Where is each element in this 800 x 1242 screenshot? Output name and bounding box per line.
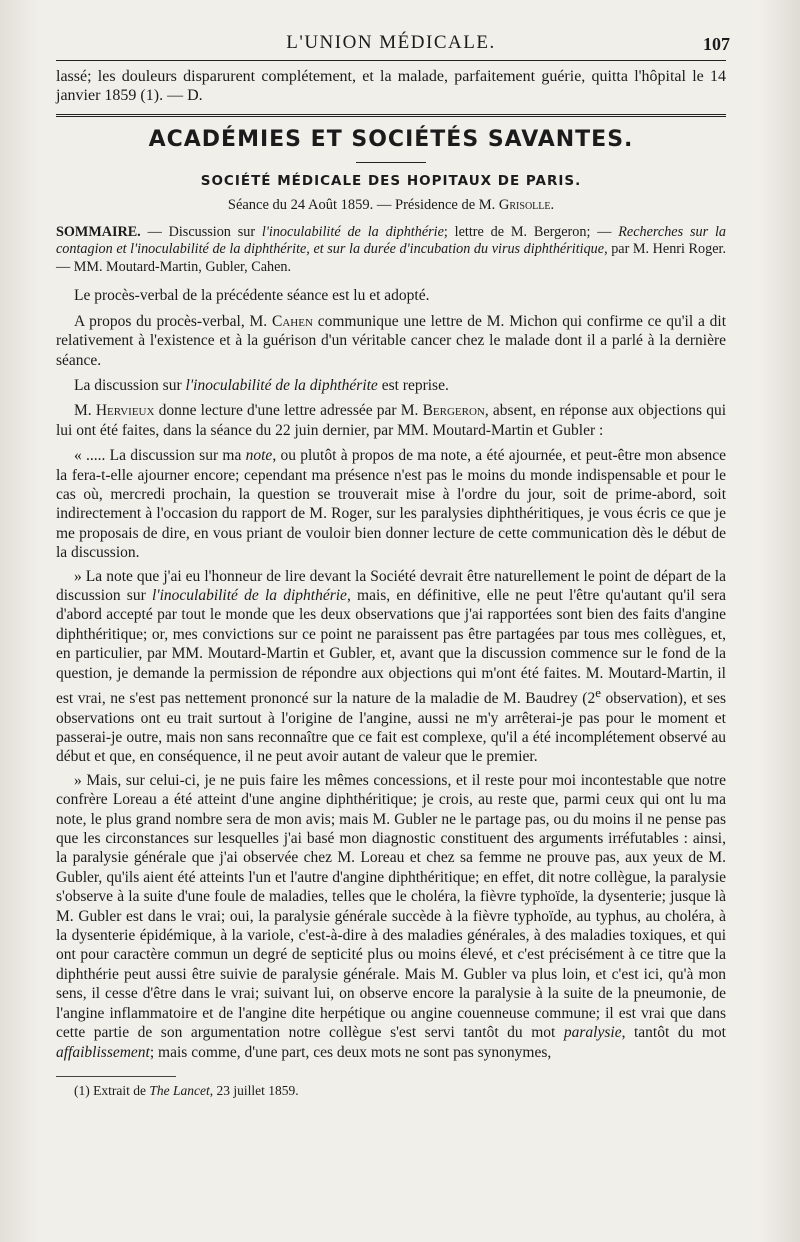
summary-topic-2: Recherches sur la contagion et l'inoculabilité de la diphthérite, et sur la durée d'incubation du virus diphthéritique [56,223,726,258]
section-short-rule [356,162,426,163]
p3-topic: l'inoculabilité de la diphthérite [185,376,378,394]
p7-word-affaiblissement: affaiblissement [56,1043,150,1061]
summary-label: SOMMAIRE. [56,223,141,240]
p6-topic: l'inoculabilité de la diphthérie [151,587,347,604]
president-name: Grisolle. [498,196,555,213]
paragraph-letter-2 [56,567,726,767]
paragraph-letter-1 [56,446,726,562]
lead-paragraph: lassé; les douleurs disparurent complétement, et la malade, parfaitement guérie, quitta l'hôpital le 14 janvier 1859 (1). — D. [56,68,726,105]
summary-text-1: — Discussion sur [140,223,262,240]
section-double-rule [56,114,726,117]
p7-text-b: , tantôt du mot [621,1024,726,1042]
page-number: 107 [703,34,730,54]
paragraph-discussion-resumed [56,376,726,395]
footnote-date: , 23 juillet 1859. [209,1082,299,1098]
p4-text-b: donne lecture d'une lettre adressée par M. [154,402,423,420]
paragraph-minutes: Le procès-verbal de la précédente séance est lu et adopté. [74,287,430,305]
footnote-marker: (1) Extrait de [74,1082,150,1098]
footnote [74,1081,726,1100]
society-title: SOCIÉTÉ MÉDICALE DES HOPITAUX DE PARIS. [200,172,582,189]
running-title: L'UNION MÉDICALE. [286,32,496,53]
footnote-source: The Lancet [149,1082,210,1098]
p6-text-b: , mais, en définitive, elle ne peut l'être qu'autant qu'il sera d'abord accepté par tout le monde que les deux observations que j'ai rapportées sont bien des faits d'angine diphthéritique; or, mes convictions sur ce point ne paraissent pas être partagées par tous mes collègues, et, en particulier, par MM. Moutard-Martin et Gubler, et, avant que la discussion commence sur le fond de la question, je demande la permission de répondre aux objections qui m'ont été faites. M. Moutard-Martin, il est vrai, ne s'est pas nettement prononcé sur la nature de la maladie de M. Baudrey (2 [56,587,726,708]
paragraph-hervieux [56,401,726,440]
p3-text-a: La discussion sur [74,376,186,394]
summary-topic-1: l'inoculabilité de la diphthérie [261,223,444,240]
session-prefix: Séance du 24 Août 1859. — Présidence de M. [227,196,499,213]
p2-text-a: A propos du procès-verbal, M. [74,312,272,330]
p2-name: Cahen [272,312,313,330]
p5-text-b: , ou plutôt à propos de ma note, a été ajournée, et peut-être mon absence la fera-t-elle ajourner encore; cependant ma présence n'est pas le moins du monde indispensable et pour le cas où, mercredi prochain, la question se trouverait mise à l'ordre du jour, soit de prime-abord, soit indirectement à l'occasion du rapport de M. Roger, sur les paralysies diphthéritiques, je vous écris ce que je me proposais de dire, en vous priant de vouloir bien donner lecture de cette communication dès le début de la discussion. [56,447,726,562]
p4-name-hervieux: Hervieux [95,402,155,420]
p7-word-paralysie: paralysie [563,1024,622,1042]
paragraph-letter-3 [56,771,726,1062]
summary-text-3: , par M. Henri Roger. — MM. Moutard-Martin, Gubler, Cahen. [56,241,726,275]
p6-superscript: e [595,685,601,701]
section-title: ACADÉMIES ET SOCIÉTÉS SAVANTES. [148,126,634,152]
p7-text-c: ; mais comme, d'une part, ces deux mots ne sont pas synonymes, [149,1043,552,1061]
footnote-rule [56,1076,176,1077]
summary-text-2: ; lettre de M. Bergeron; — [443,223,619,240]
running-head [56,26,730,56]
paragraph-cahen [56,312,726,370]
p4-name-bergeron: Bergeron [422,402,485,420]
p5-text-a: « ..... La discussion sur ma [74,447,246,465]
p5-note: note [245,447,273,465]
p4-text-a: M. [74,402,96,420]
p6-text-c: observation), et ses observations ont eu trait surtout à l'origine de l'angine, aussi ne m'y arrêterai-je pas pour le moment et passerai-je outre, mais non sans reconnaître que ce fait est complexe, qu'il a été incomplétement observé au début et que, en conséquence, il ne peut avoir autant de valeur que le premier. [56,690,727,766]
summary [56,224,726,277]
p4-text-c: , absent, en réponse aux objections qui lui ont été faites, dans la séance du 22 juin dernier, par MM. Moutard-Martin et Gubler : [56,402,726,439]
p7-text-a: » Mais, sur celui-ci, je ne puis faire les mêmes concessions, et il reste pour moi incontestable que notre confrère Loreau a été atteint d'une angine diphthéritique; je crois, au reste que, parmi ceux qui ont lu ma note, le plus grand nombre sera de mon avis; mais M. Gubler ne le partage pas, ou du moins il ne pense pas que les circonstances sur lesquelles j'ai basé mon diagnostic constituent des arguments irréfutables : ainsi, la paralysie générale que j'ai observée chez M. Loreau et chez sa femme ne prouve pas, aux yeux de M. Gubler, qu'ils aient été atteints l'un et l'autre d'angine diphthéritique; en effet, dit notre collègue, la paralysie s'observe à la suite d'une foule de maladies, telles que le choléra, la fièvre typhoïde, la dysenterie; jusque là M. Gubler est dans le vrai; oui, la paralysie générale succède à la fièvre typhoïde, au typhus, au choléra, à la dysenterie épidémique, à la variole, c'est-à-dire à des maladies générales, à des maladies toxiques, et qui ont pour caractère commun un degré de septicité plus ou moins élevé, et c'est précisément à ce titre que la diphthérie peut aussi être suivie de paralysie générale. Mais M. Gubler va plus loin, et c'est ici, qu'à mon sens, il cesse d'être dans le vrai; suivant lui, on observe encore la paralysie à la suite de la pneumonie, de l'angine inflammatoire et de l'angine dite herpétique ou angine couenneuse commune; il est vrai que dans cette partie de son argumentation notre collègue s'est servi tantôt du mot [56,771,726,1042]
p2-text-b: communique une lettre de M. Michon qui confirme ce qu'il a dit relativement à l'existence et à la guérison d'un véritable cancer chez le malade dont il a parlé à la dernière séance. [56,312,727,369]
p6-text-a: » La note que j'ai eu l'honneur de lire devant la Société devrait être naturellement le point de départ de la discussion sur [56,567,726,604]
session-line [56,197,726,214]
header-rule [56,60,726,61]
p3-text-b: est reprise. [377,376,449,394]
